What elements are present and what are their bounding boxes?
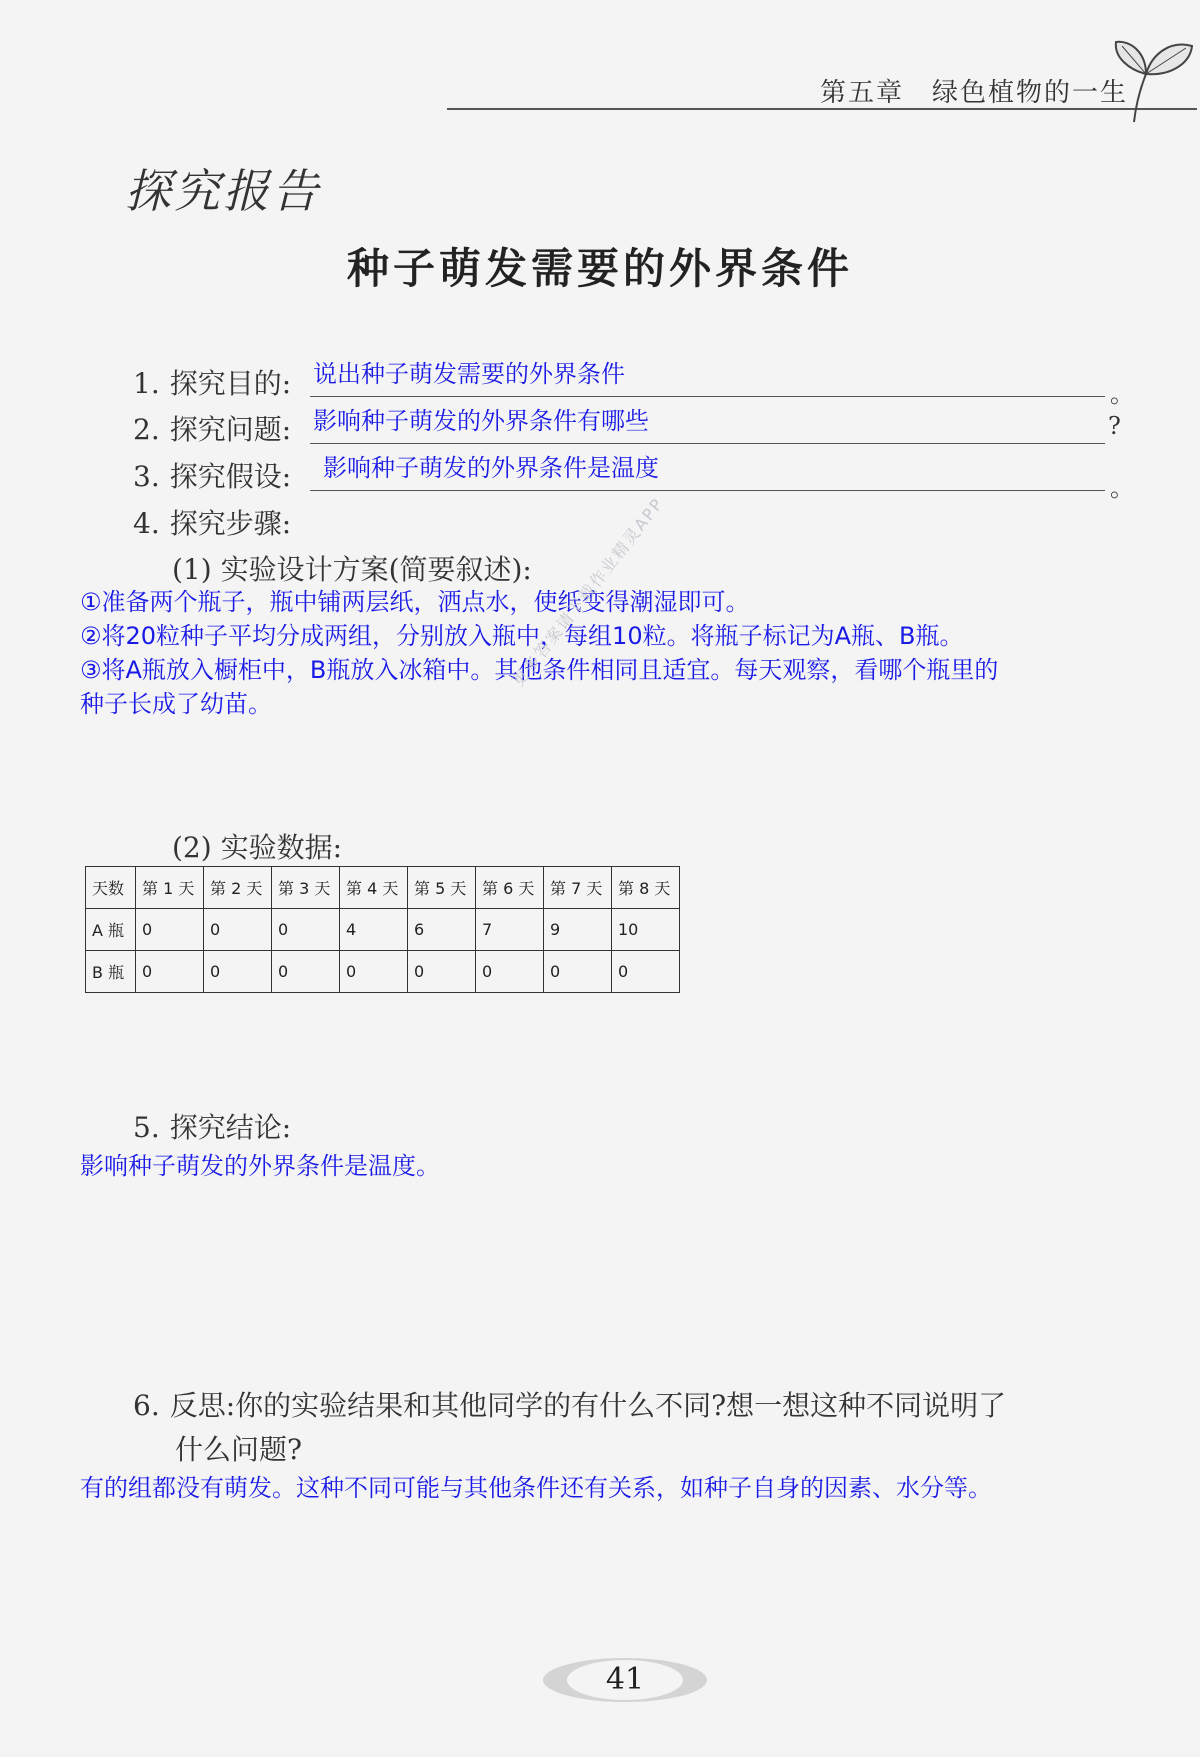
end-mark-3: 。	[1110, 474, 1134, 502]
end-mark-2: ?	[1108, 412, 1121, 440]
table-row	[86, 909, 680, 951]
table-header-cell: 第 8 天	[612, 867, 680, 909]
table-header-cell: 第 5 天	[408, 867, 476, 909]
table-cell: 0	[476, 951, 544, 993]
table-header-row	[86, 867, 680, 909]
question-number: 4.	[133, 507, 160, 540]
question-label: 探究步骤:	[169, 507, 292, 540]
page-number: 41	[605, 1662, 645, 1697]
chapter-title: 绿色植物的一生	[932, 78, 1129, 108]
data-label: (2) 实验数据:	[172, 831, 342, 864]
design-step: ②将20粒种子平均分成两组，分别放入瓶中，每组10粒。将瓶子标记为A瓶、B瓶。	[80, 622, 964, 650]
question-number: 2.	[133, 413, 160, 446]
watermark: 更多答案请下载作业精灵APP	[508, 493, 668, 691]
table-header-cell: 第 2 天	[204, 867, 272, 909]
table-header-cell: 天数	[86, 867, 136, 909]
table-cell: 0	[272, 909, 340, 951]
answer-purpose: 说出种子萌发需要的外界条件	[313, 360, 625, 388]
chapter-number: 第五章	[820, 78, 905, 108]
data-table	[85, 866, 680, 993]
question-label: 探究结论:	[169, 1111, 292, 1144]
question-number: 1.	[133, 367, 160, 400]
report-title: 种子萌发需要的外界条件	[346, 244, 853, 293]
table-cell: 4	[340, 909, 408, 951]
chapter-header	[820, 72, 1128, 109]
design-label: (1) 实验设计方案(简要叙述):	[172, 553, 532, 586]
table-cell: A 瓶	[86, 909, 136, 951]
design-step: ①准备两个瓶子，瓶中铺两层纸，洒点水，使纸变得潮湿即可。	[80, 588, 750, 616]
table-cell: 0	[544, 951, 612, 993]
table-cell: 0	[408, 951, 476, 993]
header-rule	[447, 108, 1197, 110]
table-header-cell: 第 7 天	[544, 867, 612, 909]
answer-reflection: 有的组都没有萌发。这种不同可能与其他条件还有关系，如种子自身的因素、水分等。	[80, 1474, 992, 1502]
question-3	[133, 455, 291, 495]
sprout-icon	[1100, 24, 1200, 124]
table-cell: 9	[544, 909, 612, 951]
question-1	[133, 362, 291, 402]
answer-blank-2[interactable]	[310, 443, 1105, 444]
table-cell: 0	[340, 951, 408, 993]
question-4	[133, 502, 291, 542]
table-header-cell: 第 1 天	[136, 867, 204, 909]
answer-blank-1[interactable]	[310, 396, 1105, 397]
table-cell: 7	[476, 909, 544, 951]
table-cell: 6	[408, 909, 476, 951]
answer-conclusion: 影响种子萌发的外界条件是温度。	[80, 1152, 440, 1180]
table-cell: 0	[136, 951, 204, 993]
question-2	[133, 408, 291, 448]
table-cell: 0	[136, 909, 204, 951]
answer-hypothesis: 影响种子萌发的外界条件是温度	[323, 454, 659, 482]
table-cell: 0	[612, 951, 680, 993]
table-cell: 0	[272, 951, 340, 993]
question-number: 5.	[133, 1111, 160, 1144]
design-step: 种子长成了幼苗。	[80, 690, 272, 718]
table-header-cell: 第 3 天	[272, 867, 340, 909]
page-number-badge	[540, 1655, 710, 1705]
question-label: 反思:你的实验结果和其他同学的有什么不同?想一想这种不同说明了	[169, 1389, 1007, 1422]
question-number: 3.	[133, 460, 160, 493]
table-cell: 10	[612, 909, 680, 951]
question-number: 6.	[133, 1389, 160, 1422]
table-cell: 0	[204, 951, 272, 993]
table-row	[86, 951, 680, 993]
table-cell: 0	[204, 909, 272, 951]
section-label: 探究报告	[125, 164, 321, 218]
answer-blank-3[interactable]	[310, 490, 1105, 491]
answer-question: 影响种子萌发的外界条件有哪些	[313, 407, 649, 435]
design-step: ③将A瓶放入橱柜中，B瓶放入冰箱中。其他条件相同且适宜。每天观察，看哪个瓶里的	[80, 656, 999, 684]
table-cell: B 瓶	[86, 951, 136, 993]
question-label: 探究目的:	[169, 367, 292, 400]
table-header-cell: 第 6 天	[476, 867, 544, 909]
end-mark-1: 。	[1110, 380, 1134, 408]
question-label: 探究问题:	[169, 413, 292, 446]
question-6-continued: 什么问题?	[175, 1433, 303, 1466]
table-header-cell: 第 4 天	[340, 867, 408, 909]
question-label: 探究假设:	[169, 460, 292, 493]
question-6	[133, 1384, 1006, 1424]
question-5	[133, 1106, 291, 1146]
